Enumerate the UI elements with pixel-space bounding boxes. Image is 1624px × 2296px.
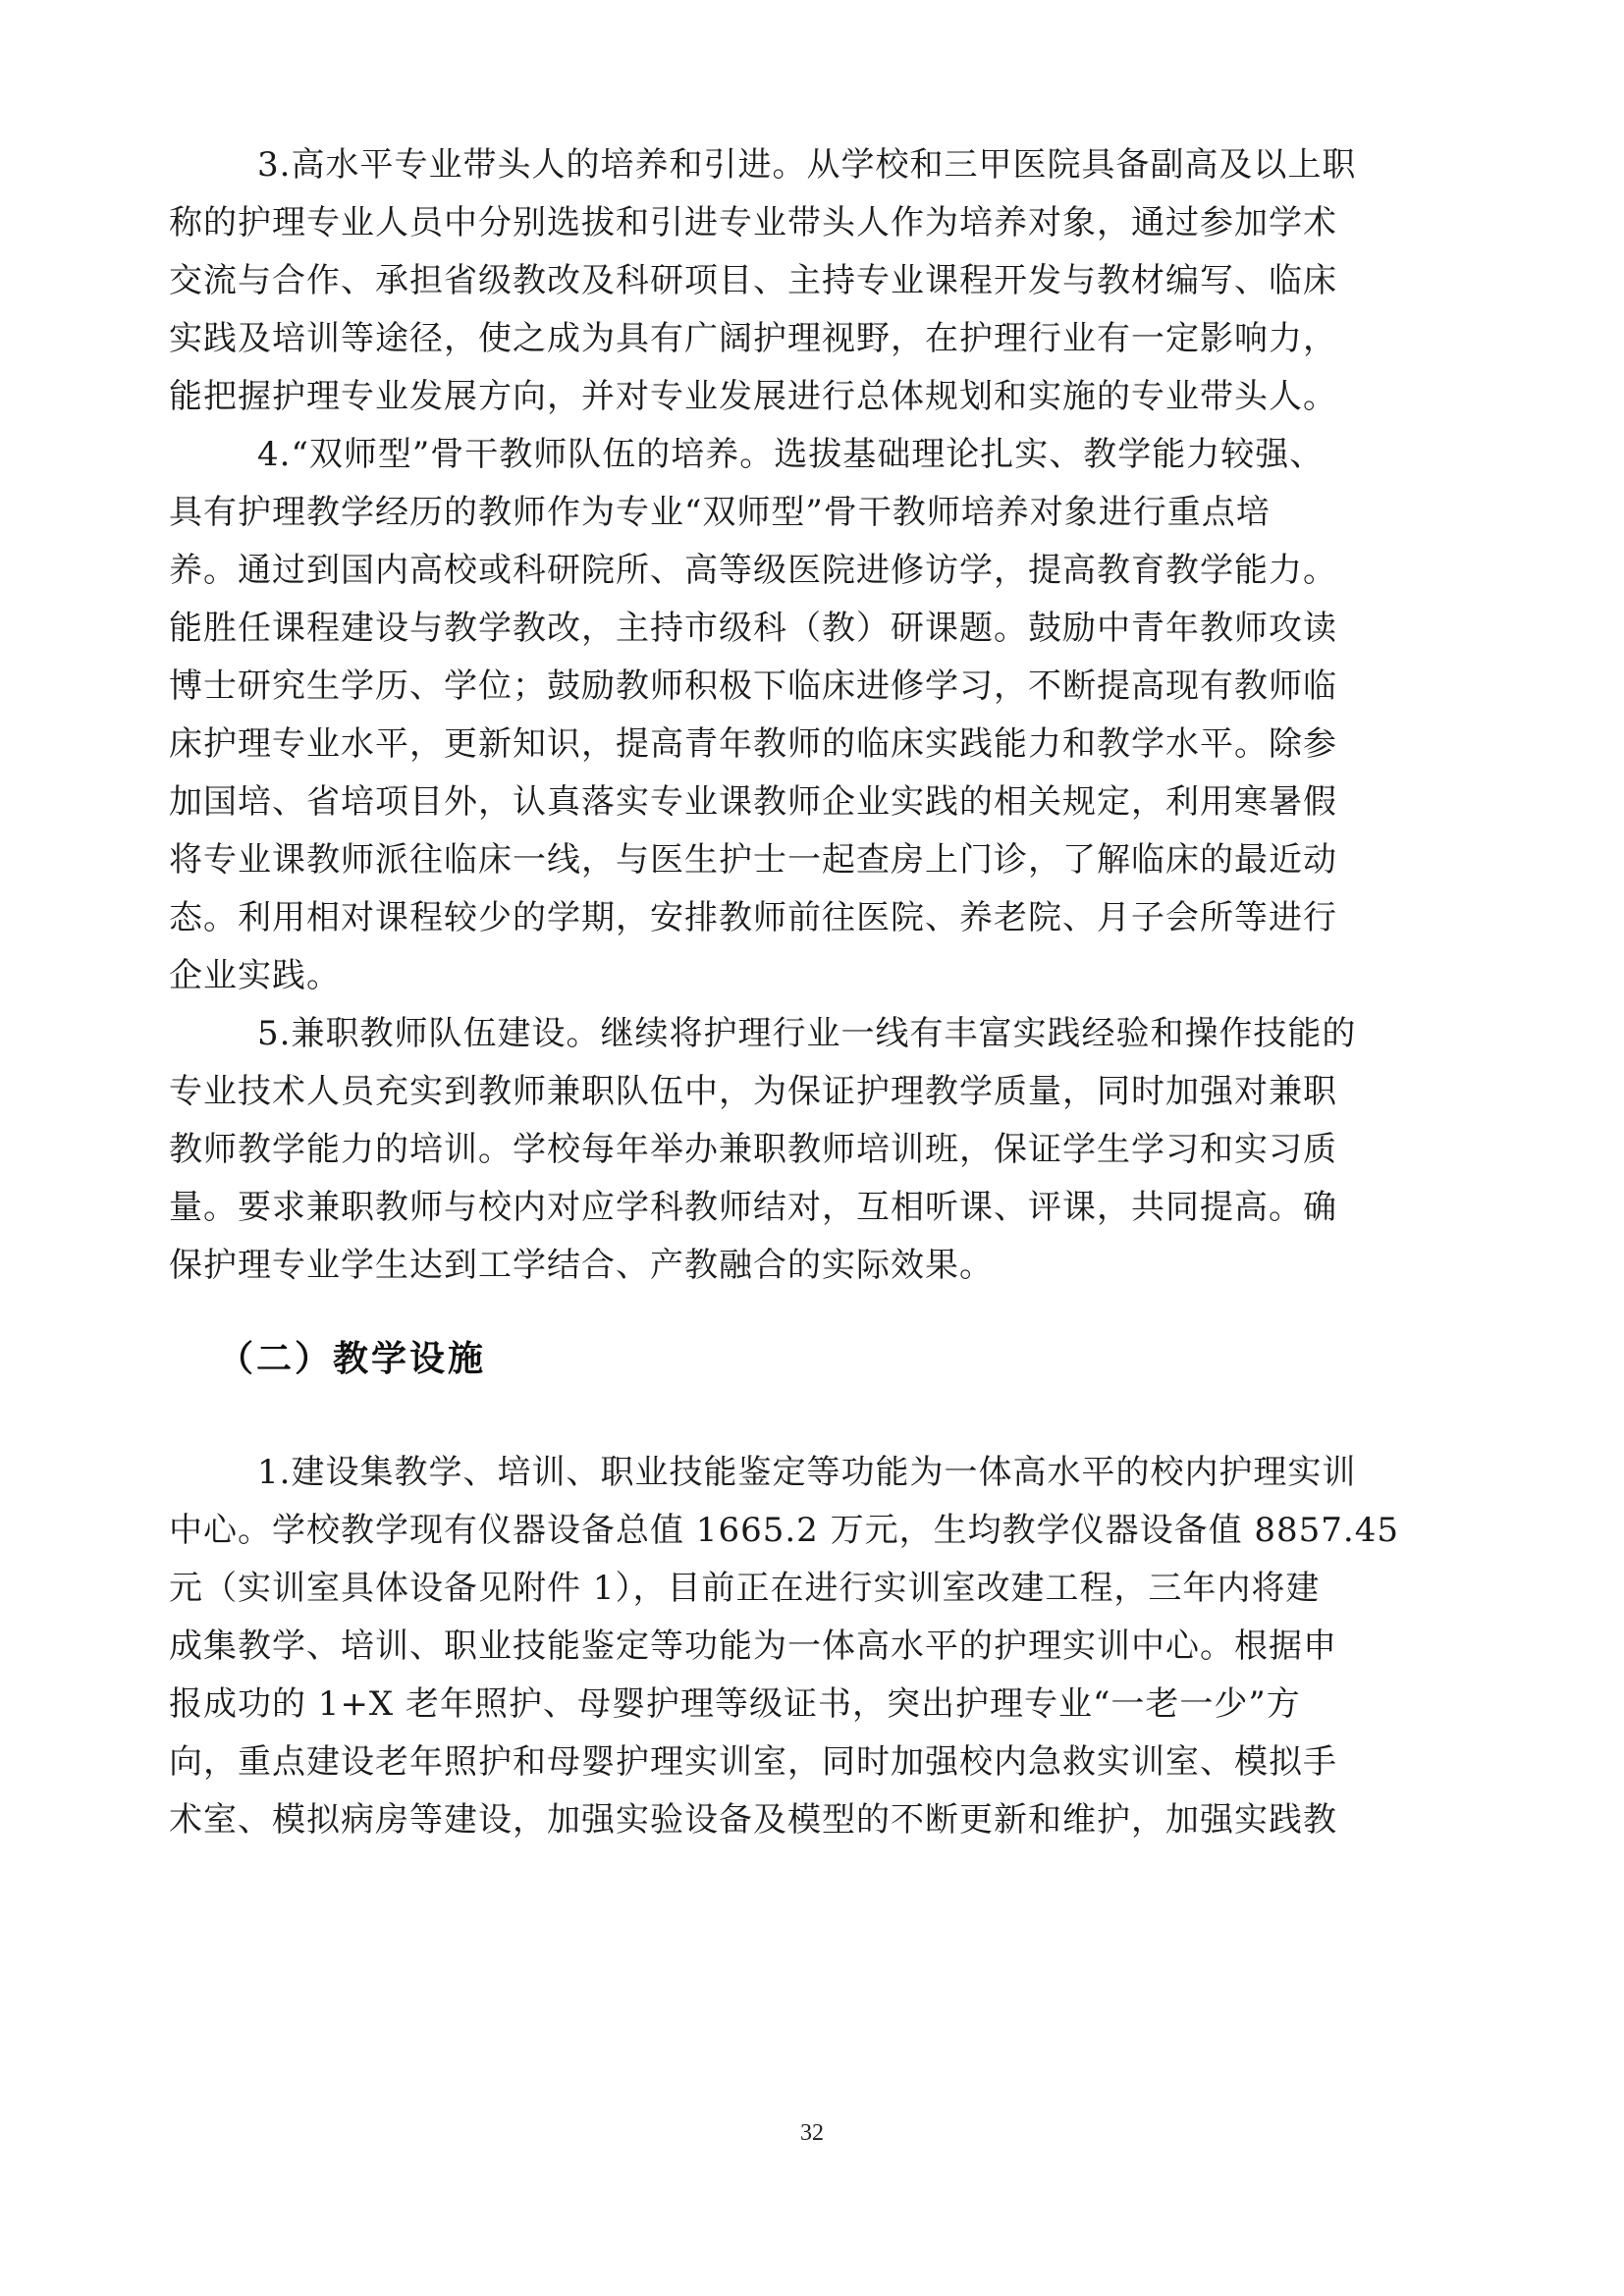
text-line: 成集教学、培训、职业技能鉴定等功能为一体高水平的护理实训中心。根据申 xyxy=(169,1627,1337,1666)
text-line: 交流与合作、承担省级教改及科研项目、主持专业课程开发与教材编写、临床 xyxy=(169,261,1337,300)
text-line: 教师教学能力的培训。学校每年举办兼职教师培训班，保证学生学习和实习质 xyxy=(169,1130,1337,1169)
text-line: 保护理专业学生达到工学结合、产教融合的实际效果。 xyxy=(169,1246,994,1285)
text-line: 量。要求兼职教师与校内对应学科教师结对，互相听课、评课，共同提高。确 xyxy=(169,1188,1337,1227)
text-line: 床护理专业水平，更新知识，提高青年教师的临床实践能力和教学水平。除参 xyxy=(169,724,1337,764)
text-line: 中心。学校教学现有仪器设备总值 1665.2 万元，生均教学仪器设备值 8857.45 xyxy=(169,1511,1399,1550)
page-number: 32 xyxy=(800,2120,824,2146)
text-line: 专业技术人员充实到教师兼职队伍中，为保证护理教学质量，同时加强对兼职 xyxy=(169,1072,1337,1111)
text-line: 能胜任课程建设与教学教改，主持市级科（教）研课题。鼓励中青年教师攻读 xyxy=(169,609,1337,648)
text-line: 4.“双师型”骨干教师队伍的培养。选拔基础理论扎实、教学能力较强、 xyxy=(257,435,1325,474)
text-line: 术室、模拟病房等建设，加强实验设备及模型的不断更新和维护，加强实践教 xyxy=(169,1800,1337,1840)
text-line: 加国培、省培项目外，认真落实专业课教师企业实践的相关规定，利用寒暑假 xyxy=(169,782,1337,822)
text-line: 称的护理专业人员中分别选拔和引进专业带头人作为培养对象，通过参加学术 xyxy=(169,203,1337,242)
text-line: 能把握护理专业发展方向，并对专业发展进行总体规划和实施的专业带头人。 xyxy=(169,377,1337,416)
text-line: 实践及培训等途径，使之成为具有广阔护理视野，在护理行业有一定影响力， xyxy=(169,319,1337,358)
text-line: 将专业课教师派往临床一线，与医生护士一起查房上门诊，了解临床的最近动 xyxy=(169,840,1337,880)
text-line: 元（实训室具体设备见附件 1），目前正在进行实训室改建工程，三年内将建 xyxy=(169,1569,1321,1608)
text-line: 博士研究生学历、学位；鼓励教师积极下临床进修学习，不断提高现有教师临 xyxy=(169,667,1337,706)
text-line: 5.兼职教师队伍建设。继续将护理行业一线有丰富实践经验和操作技能的 xyxy=(257,1014,1357,1053)
text-line: 具有护理教学经历的教师作为专业“双师型”骨干教师培养对象进行重点培 xyxy=(169,493,1271,532)
text-line: 态。利用相对课程较少的学期，安排教师前往医院、养老院、月子会所等进行 xyxy=(169,898,1337,937)
text-line: 向，重点建设老年照护和母婴护理实训室，同时加强校内急救实训室、模拟手 xyxy=(169,1742,1337,1782)
text-line: 报成功的 1+X 老年照护、母婴护理等级证书，突出护理专业“一老一少”方 xyxy=(169,1684,1301,1724)
section-heading: （二）教学设施 xyxy=(218,1339,487,1379)
text-line: 1.建设集教学、培训、职业技能鉴定等功能为一体高水平的校内护理实训 xyxy=(257,1453,1357,1492)
text-line: 企业实践。 xyxy=(169,956,341,995)
text-line: 养。通过到国内高校或科研院所、高等级医院进修访学，提高教育教学能力。 xyxy=(169,551,1337,590)
text-line: 3.高水平专业带头人的培养和引进。从学校和三甲医院具备副高及以上职 xyxy=(257,145,1357,185)
